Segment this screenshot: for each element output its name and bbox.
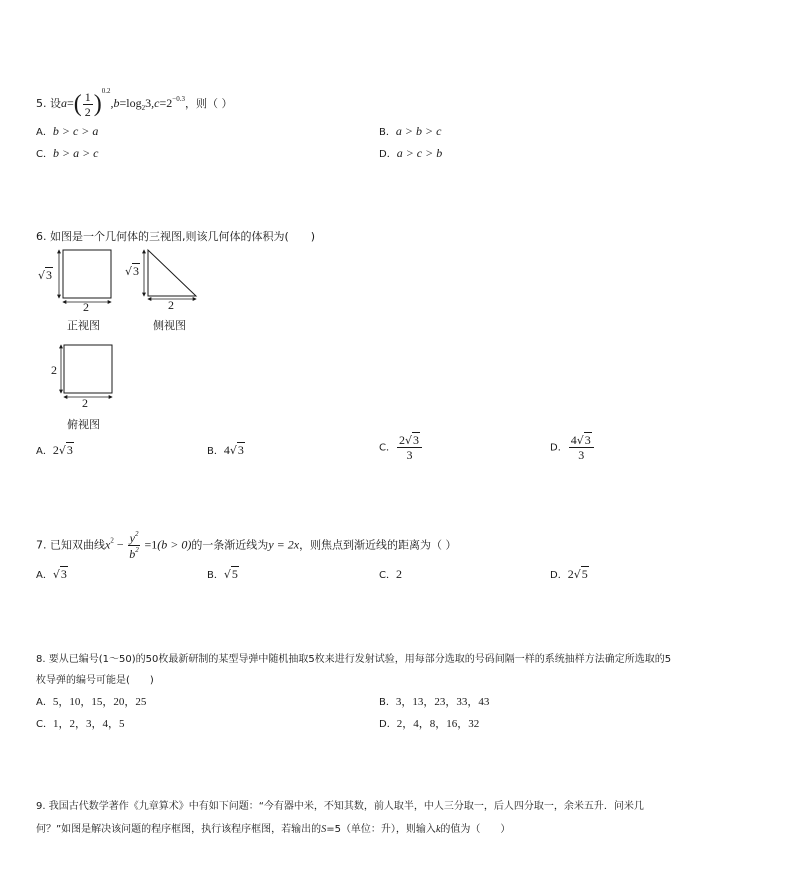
front-view-caption: 正视图	[67, 319, 100, 332]
q5-log: =log	[119, 96, 142, 110]
q5-prefix: 5. 设	[36, 97, 61, 110]
sqrt-symbol: √5	[223, 567, 238, 581]
q5-option-b[interactable]: B．a > b > c	[379, 124, 442, 138]
q7-option-d[interactable]: D．2√5	[550, 567, 588, 581]
q5-eq: =	[67, 96, 74, 110]
q9-stem-line2: 何？”如图是解决该问题的程序框图，执行该程序框图，若输出的S=5（单位：升），则输入k的值为（ ）	[36, 824, 511, 835]
q5-c-eq: =2	[159, 96, 173, 110]
q5-c-part: ,c	[151, 96, 160, 110]
side-view-width-label: 2	[168, 298, 174, 312]
q5-option-d[interactable]: D．a > c > b	[379, 146, 443, 160]
q7-option-b[interactable]: B．√5	[207, 567, 238, 581]
q8-option-b[interactable]: B．3，13，23，33，43	[379, 696, 490, 708]
side-view-height-label: √3	[125, 264, 140, 278]
top-view-height-label: 2	[51, 363, 57, 377]
q6-option-c[interactable]: C． $\frac{2√3}{3}$	[379, 434, 423, 461]
q5-log-arg: 3	[145, 96, 152, 110]
q6-stem: 6. 如图是一个几何体的三视图,则该几何体的体积为( )	[36, 230, 316, 243]
front-view-square	[63, 250, 111, 298]
sqrt-symbol: √3	[58, 443, 73, 457]
q7-stem: 7. 已知双曲线$x^2$ − $\frac{y^2}{b^2}$ =1(b > 0)的一条渐近线为y = 2x，则焦点到渐近线的距离为（ ）	[36, 530, 457, 561]
q5-fraction: $\frac{1}{2}$	[84, 89, 91, 119]
q5-log-base: 2	[141, 104, 146, 112]
q8-option-d[interactable]: D．2，4，8，16，32	[379, 718, 480, 730]
q5-rparen: )	[93, 91, 102, 117]
top-view-caption: 俯视图	[67, 418, 100, 431]
sqrt-symbol: √5	[573, 567, 588, 581]
q9-stem-line1: 9. 我国古代数学著作《九章算术》中有如下问题：“今有器中米，不知其数，前人取半，中人三分取一，后人四分取一，余米五升．问米几	[36, 801, 644, 812]
front-view-width-label: 2	[83, 300, 89, 314]
sqrt-symbol: √3	[229, 443, 244, 457]
q7-prefix: 7. 已知双曲线	[36, 538, 105, 552]
q8-option-c[interactable]: C．1，2，3，4，5	[36, 718, 125, 730]
top-view-square	[64, 345, 112, 393]
q6-d-fraction: $\frac{4√3}{3}$	[569, 434, 594, 461]
sqrt-symbol: √3	[52, 567, 67, 581]
top-view-width-label: 2	[82, 396, 88, 410]
side-view-triangle	[148, 250, 196, 296]
q8-option-a[interactable]: A．5，10，15，20，25	[36, 696, 147, 708]
q5-c-exp: −0.3	[172, 95, 185, 103]
q8-stem-line2: 枚导弹的编号可能是( )	[36, 675, 154, 686]
q5-b-part: ,b	[110, 96, 120, 110]
side-view-caption: 侧视图	[153, 319, 186, 332]
q5-a-var: a	[61, 96, 67, 110]
q8-stem-line1: 8. 要从已编号(1～50)的50枚最新研制的某型导弹中随机抽取5枚来进行发射试验，用每部分选取的号码间隔一样的系统抽样方法确定所选取的5	[36, 654, 672, 665]
front-view-height-label: √3	[38, 268, 53, 282]
q6-c-fraction: $\frac{2√3}{3}$	[397, 434, 422, 461]
q5-a-exp: 0.2	[101, 87, 111, 95]
q6-option-a[interactable]: A．2√3	[36, 443, 73, 457]
q7-option-a[interactable]: A．√3	[36, 567, 67, 581]
q5-lparen: (	[73, 91, 82, 117]
q5-option-a[interactable]: A．b > c > a	[36, 124, 99, 138]
q5-suffix: ，则（ ）	[184, 97, 233, 110]
q6-option-b[interactable]: B．4√3	[207, 443, 244, 457]
q5-option-c[interactable]: C．b > a > c	[36, 146, 99, 160]
q7-fraction: $\frac{y^2}{b^2}$	[129, 530, 139, 561]
q7-option-c[interactable]: C．2	[379, 567, 402, 581]
q6-option-d[interactable]: D． $\frac{4√3}{3}$	[550, 434, 595, 461]
